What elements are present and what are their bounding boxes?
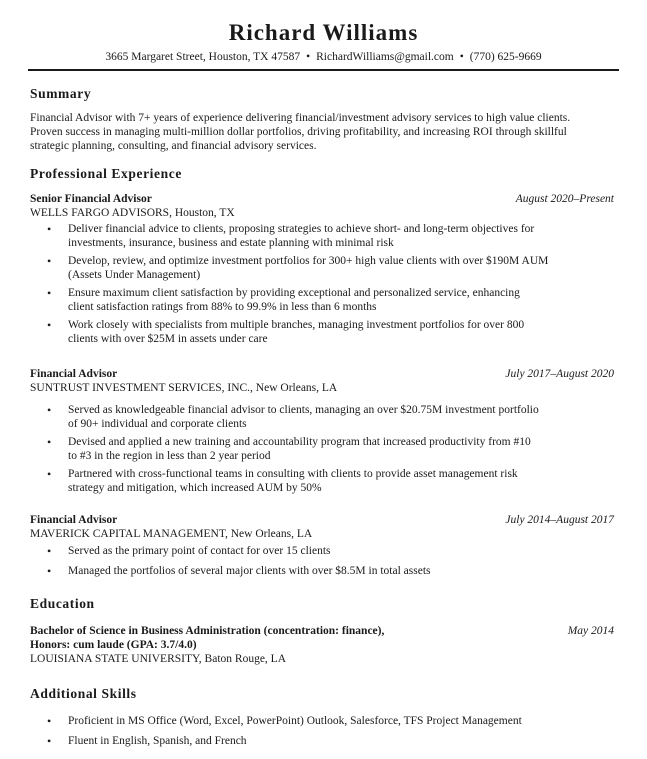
list-item: • Partnered with cross-functional teams in consulting with clients to provide asset management risk strategy and mitigation, which increased AUM by 50% [30,467,558,495]
list-item: • Served as knowledgeable financial advisor to clients, managing an over $20.75M investment portfolio of 90+ individual and corporate clients [30,403,558,431]
contact-email: RichardWilliams@gmail.com [316,51,454,63]
education-entry [30,624,614,666]
experience-heading: Professional Experience [30,166,182,181]
header-divider [28,69,619,71]
summary-line: Proven success in managing multi-million dollar portfolios, driving profitability, and increasing ROI through skillful [30,126,567,138]
degree: Bachelor of Science in Business Administration (concentration: finance), [30,625,385,637]
list-item: • Devised and applied a new training and accountability program that increased productivity from #10 to #3 in the region in less than 2 year period [30,435,558,463]
list-item: • Ensure maximum client satisfaction by providing exceptional and personalized service, enhancing client satisfaction ratings from 88% to 99.9% in less than 6 months [30,286,558,314]
job-bullets [30,544,614,578]
list-item: • Work closely with specialists from multiple branches, managing investment portfolios for over 800 clients with over $25M in assets under care [30,318,558,346]
list-item: • Deliver financial advice to clients, proposing strategies to achieve short- and long-term objectives for investments, insurance, business and estate planning with minimal risk [30,222,558,250]
school: LOUISIANA STATE UNIVERSITY, Baton Rouge, LA [30,653,287,665]
job-entry [30,367,614,495]
job-title: Financial Advisor [30,514,118,526]
honors: Honors: cum laude (GPA: 3.7/4.0) [30,639,197,651]
summary-heading: Summary [30,86,92,101]
skills-section [30,686,614,748]
separator-dot: • [306,51,311,63]
degree-line [30,624,614,638]
skills-heading: Additional Skills [30,686,137,701]
job-bullets [30,403,614,495]
job-dates: July 2017–August 2020 [505,368,614,380]
job-dates: August 2020–Present [515,193,614,205]
job-header [30,513,614,527]
job-header [30,192,614,206]
job-title: Financial Advisor [30,368,118,380]
experience-section [30,166,614,182]
contact-line [0,51,647,63]
job-employer: MAVERICK CAPITAL MANAGEMENT, New Orleans, LA [30,528,313,540]
summary-line: strategic planning, consulting, and financial advisory services. [30,140,317,152]
list-item: • Develop, review, and optimize investment portfolios for 300+ high value clients with over $190M AUM (Assets Under Management) [30,254,558,282]
job-title: Senior Financial Advisor [30,193,152,205]
job-employer: WELLS FARGO ADVISORS, Houston, TX [30,207,235,219]
contact-phone: (770) 625-9669 [469,51,542,63]
separator-dot: • [459,51,464,63]
summary-line: Financial Advisor with 7+ years of experience delivering financial/investment advisory services to high value clients. [30,112,571,124]
resume-name: Richard Williams [228,20,419,45]
job-entry [30,192,614,346]
summary-section [30,86,614,153]
list-item: • Proficient in MS Office (Word, Excel, PowerPoint) Outlook, Salesforce, TFS Project Management [30,714,558,728]
list-item: • Managed the portfolios of several major clients with over $8.5M in total assets [30,564,558,578]
education-section [30,596,614,666]
job-bullets [30,222,614,346]
contact-address: 3665 Margaret Street, Houston, TX 47587 [105,51,301,63]
job-entry [30,513,614,578]
education-heading: Education [30,596,95,611]
list-item: • Served as the primary point of contact for over 15 clients [30,544,558,558]
list-item: • Fluent in English, Spanish, and French [30,734,558,748]
job-header [30,367,614,381]
summary-text [30,111,614,153]
skills-list [30,714,614,748]
graduation-date: May 2014 [567,625,614,637]
job-employer: SUNTRUST INVESTMENT SERVICES, INC., New Orleans, LA [30,382,338,394]
job-dates: July 2014–August 2017 [505,514,614,526]
